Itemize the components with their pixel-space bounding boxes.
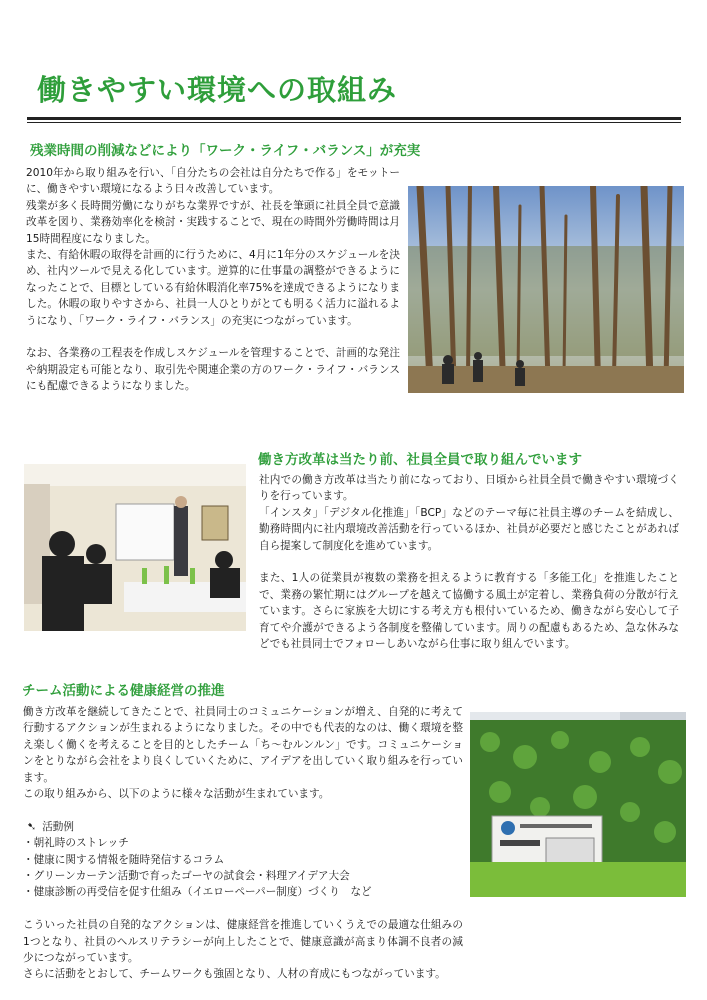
list-item: ・健康診断の再受信を促す仕組み（イエローペーパー制度）づくり など bbox=[23, 886, 372, 899]
title-rule bbox=[27, 117, 681, 120]
paragraph: 2010年から取り組みを行い、「自分たちの会社は自分たちで作る」をモットーに、働きやすい環境になるよう日々改善しています。 残業が多く長時間労働になりがちな業界ですが、社長を筆頭に社員全員で意識改革を図り、業務効率化を検討・実践することで、現在の時間外労働時間は月15時間程度になりました。 また、有給休暇の取得を計画的に行うために、4月に1年分のスケジュールを決め、社内ツールで見える化しています。逆算的に仕事量の調整ができるようになったことで、目標としている有給休暇消化率75%を達成できるようになりました。休暇の取りやすさから、社員一人ひとりがとても明るく活力に溢れるようになり、「ワーク・ライフ・バランス」の充実につながっています。 bbox=[26, 167, 400, 327]
section-heading-work-style-reform: 働き方改革は当たり前、社員全員で取り組んでいます bbox=[258, 452, 582, 468]
activities-label-row bbox=[27, 819, 463, 835]
meeting-photo bbox=[24, 464, 246, 631]
list-item: ・健康に関する情報を随時発信するコラム bbox=[23, 853, 225, 866]
section-heading-work-life-balance: 残業時間の削減などにより「ワーク・ライフ・バランス」が充実 bbox=[30, 143, 421, 159]
paragraph: また、1人の従業員が複数の業務を担えるように教育する「多能工化」を推進したことで、業務の繁忙期にはグループを越えて協働する風土が定着し、業務負荷の分散が行えています。さらに家族を大切にする考え方も根付いているため、働きながら安心して子育てや介護ができるよう各制度を整備しています。周りの配慮もあるため、急な休みなどでも社員同士でフォローしあいながら仕事に取り組んでいます。 bbox=[259, 572, 679, 651]
section-body-health-management bbox=[23, 704, 463, 983]
section-heading-health-management: チーム活動による健康経営の推進 bbox=[22, 683, 225, 699]
green-curtain-photo bbox=[470, 712, 686, 897]
paragraph: 働き方改革を継続してきたことで、社員同士のコミュニケーションが増え、自発的に考えて行動するアクションが生まれるようになりました。その中でも代表的なのは、働く環境を整え楽しく働くを考えることを目的としたチーム「ち～むルンルン」です。コミュニケーションをとりながら会社をより良くしていくために、アイデアを出していく取り組みを行っています。 この取り組みから、以下のように様々な活動が生まれています。 bbox=[23, 706, 463, 801]
activities-label: 活動例 bbox=[42, 820, 74, 833]
section-body-work-style-reform bbox=[259, 472, 679, 652]
forest-photo bbox=[408, 186, 684, 393]
page-title: 働きやすい環境への取組み bbox=[37, 73, 398, 107]
activities-list bbox=[23, 835, 463, 901]
list-item: ・朝礼時のストレッチ bbox=[23, 837, 129, 850]
title-rule-thin bbox=[27, 122, 681, 123]
paragraph: 社内での働き方改革は当たり前になっており、日頃から社員全員で働きやすい環境づくりを行っています。 「インスタ」「デジタル化推進」「BCP」などのテーマ毎に社員主導のチームを結成し、勤務時間内に社内環境改善活動を行っているほか、社員が必要だと感じたことがあれば自ら提案して制度化を進めています。 bbox=[259, 474, 679, 552]
pin-icon: ➷ bbox=[27, 819, 37, 833]
paragraph: なお、各業務の工程表を作成しスケジュールを管理することで、計画的な発注や納期設定も可能となり、取引先や関連企業の方のワーク・ライフ・バランスにも配慮できるようになりました。 bbox=[26, 347, 400, 393]
paragraph: こういった社員の自発的なアクションは、健康経営を推進していくうえでの最適な仕組みの1つとなり、社員のヘルスリテラシーが向上したことで、健康意識が高まり体調不良者の減少につながっています。 さらに活動をとおして、チームワークも強固となり、人材の育成にもつながっています。 bbox=[23, 919, 463, 981]
list-item: ・グリーンカーテン活動で育ったゴーヤの試食会・料理アイデア大会 bbox=[23, 870, 350, 883]
section-body-work-life-balance bbox=[26, 165, 400, 395]
